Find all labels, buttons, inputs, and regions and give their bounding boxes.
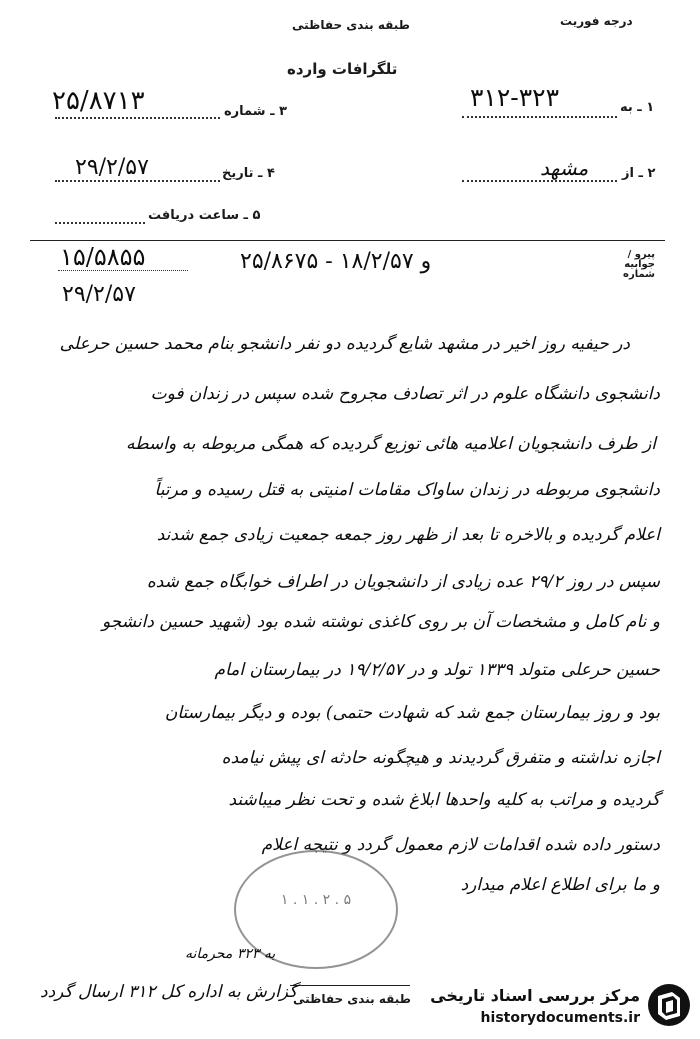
watermark-name: مرکز بررسی اسناد تاریخی bbox=[430, 986, 640, 1005]
archive-date: ۲۹/۲/۵۷ bbox=[62, 282, 136, 307]
body-line: و نام کامل و مشخصات آن بر روی کاغذی نوشته شده بود (شهید حسین دانشجو bbox=[102, 612, 660, 632]
to-field-label: ۱ ـ به bbox=[620, 100, 655, 115]
body-line: از طرف دانشجویان اعلامیه هائی توزیع گردیده که همگی مربوطه به واسطه bbox=[125, 434, 656, 454]
body-line: گردیده و مراتب به کلیه واحدها ابلاغ شده و تحت نظر میباشند bbox=[228, 790, 660, 810]
receipt-time-label: ۵ ـ ساعت دریافت bbox=[148, 208, 261, 223]
to-field-line bbox=[462, 116, 617, 118]
archive-logo-icon bbox=[646, 982, 692, 1028]
date-field-value: ۲۹/۲/۵۷ bbox=[75, 155, 149, 180]
footer-divider bbox=[290, 985, 410, 986]
to-field-value: ۳۱۲-۳۲۳ bbox=[470, 83, 560, 112]
body-line: اعلام گردیده و بالاخره تا بعد از ظهر روز جمعه جمعیت زیادی جمع شدند bbox=[156, 525, 660, 545]
body-line: حسین حرعلی متولد ۱۳۳۹ تولد و در ۱۹/۲/۵۷ در بیمارستان امام bbox=[214, 660, 660, 680]
header-divider bbox=[30, 240, 665, 241]
date-field-label: ۴ ـ تاریخ bbox=[222, 166, 275, 181]
footer-handwritten-note: گزارش به اداره کل ۳۱۲ ارسال گردد bbox=[40, 982, 298, 1002]
body-line: اجازه نداشته و متفرق گردیدند و هیچگونه حادثه ای پیش نیامده bbox=[221, 748, 660, 768]
stamp-text: ۵ . ۲ . ۱ . ۱ bbox=[280, 892, 352, 908]
form-title: تلگرافات وارده bbox=[287, 60, 398, 78]
watermark-url: historydocuments.ir bbox=[480, 1010, 640, 1026]
number-field-line bbox=[55, 117, 220, 119]
number-field-label: ۳ ـ شماره bbox=[224, 104, 287, 119]
classification-label-top: طبقه بندی حفاظتی bbox=[292, 18, 410, 32]
followup-label: پیرو / جوابیه شماره bbox=[623, 249, 655, 280]
date-field-line bbox=[55, 180, 220, 182]
body-line: بود و روز بیمارستان جمع شد که شهادت حتمی) بوده و دیگر بیمارستان bbox=[164, 703, 660, 723]
priority-label: درجه فوریت bbox=[560, 14, 633, 28]
receipt-time-line bbox=[55, 222, 145, 224]
body-line: دانشجوی مربوطه در زندان ساواک مقامات امنیتی به قتل رسیده و مرتباً bbox=[154, 480, 660, 500]
classification-label-bottom: طبقه بندی حفاظتی bbox=[293, 992, 411, 1006]
from-field-value: مشهد bbox=[540, 156, 589, 180]
body-line: و ما برای اطلاع اعلام میدارد bbox=[460, 875, 660, 895]
body-line: دستور داده شده اقدامات لازم معمول گردد و نتیجه اعلام bbox=[261, 835, 660, 855]
from-field-label: ۲ ـ از bbox=[622, 166, 656, 181]
body-line: در حیفیه روز اخیر در مشهد شایع گردیده دو نفر دانشجو بنام محمد حسین حرعلی bbox=[59, 334, 630, 354]
archive-watermark bbox=[418, 980, 698, 1035]
body-line: سپس در روز ۲۹/۲ عده زیادی از دانشجویان در اطراف خوابگاه جمع شده bbox=[146, 572, 660, 592]
number-field-value: ۲۵/۸۷۱۳ bbox=[52, 86, 145, 116]
signature-note: به ۳۲۳ محرمانه bbox=[185, 946, 276, 962]
body-line: دانشجوی دانشگاه علوم در اثر تصادف مجروح شده سپس در زندان فوت bbox=[150, 384, 660, 404]
archive-number: ۱۵/۵۸۵۵ bbox=[60, 243, 146, 271]
archive-number-line bbox=[58, 270, 188, 271]
followup-value: ۲۵/۸۶۷۵ - ۱۸/۲/۵۷ و bbox=[240, 249, 432, 274]
from-field-line bbox=[462, 180, 617, 182]
